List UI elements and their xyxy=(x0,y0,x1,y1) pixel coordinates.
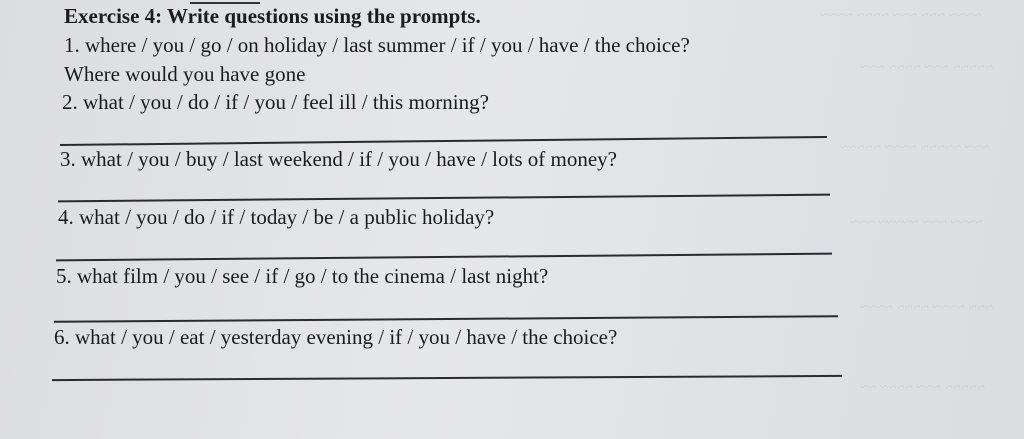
question-prompt-6: 6. what / you / eat / yesterday evening / if / you / have / the choice? xyxy=(54,325,618,349)
question-prompt-5: 5. what film / you / see / if / go / to the cinema / last night? xyxy=(56,264,549,288)
answer-line-4[interactable] xyxy=(56,253,832,261)
bleed-through-text: ~~~~ ~~~ ~~~~~ ~~~ xyxy=(850,215,983,231)
question-prompt-3: 3. what / you / buy / last weekend / if / you / have / lots of money? xyxy=(60,147,617,171)
bleed-through-text: ~~~~~ ~~~ ~~~~ ~~~ xyxy=(860,60,993,76)
question-prompt-1: 1. where / you / go / on holiday / last summer / if / you / have / the choice? xyxy=(64,33,690,57)
bleed-through-text: ~~~~ ~~~ ~~~ ~~~~ ~~~~ xyxy=(820,8,982,24)
exercise-title: Exercise 4: Write questions using the prompts. xyxy=(64,4,481,28)
answer-line-5[interactable] xyxy=(54,315,838,322)
bleed-through-text: ~~~ ~~~~~ ~~~~ ~~~~~ xyxy=(840,140,990,156)
answer-line-2[interactable] xyxy=(60,136,827,146)
bleed-through-text: ~~~~~ ~~~ ~~~~ ~~ xyxy=(860,380,985,396)
question-prompt-2: 2. what / you / do / if / you / feel ill / this morning? xyxy=(62,90,489,114)
answer-line-6[interactable] xyxy=(52,375,842,381)
answer-text-1[interactable]: Where would you have gone xyxy=(64,62,306,86)
answer-line-3[interactable] xyxy=(58,194,830,202)
bleed-through-text: ~~~ ~~~~ ~~~~ ~~~~ xyxy=(860,300,993,316)
question-prompt-4: 4. what / you / do / if / today / be / a public holiday? xyxy=(58,205,495,229)
